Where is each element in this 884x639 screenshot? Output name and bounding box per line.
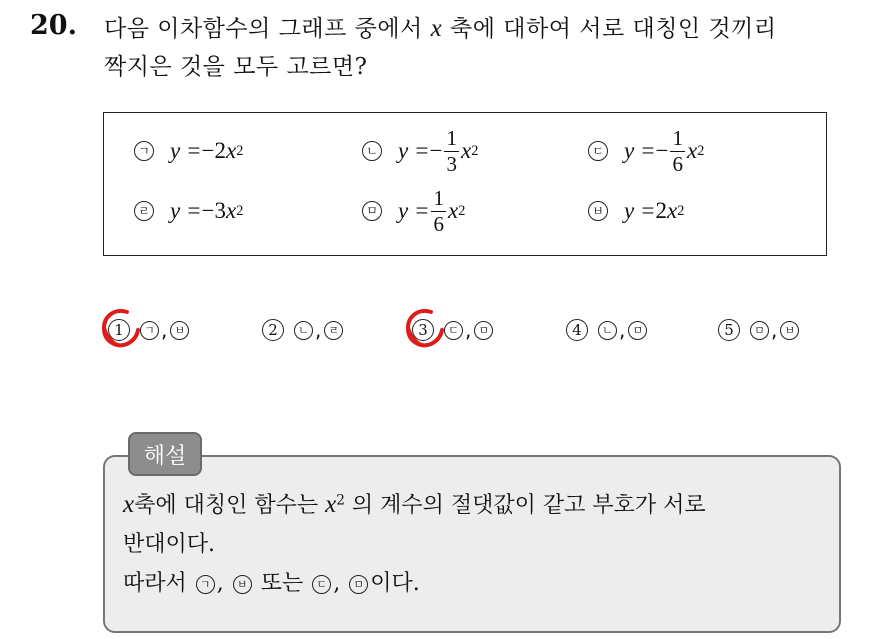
choice-number <box>108 319 130 341</box>
option-lhs: y = <box>170 198 202 223</box>
solution-line2: 반대이다. <box>123 532 216 557</box>
option-fraction <box>670 125 685 176</box>
question-text <box>104 10 874 86</box>
answer-choices <box>0 318 884 358</box>
solution-line3-a: 따라서 <box>123 571 194 596</box>
option-expression: y = 2 x 2 <box>624 198 685 223</box>
choice-comma: , <box>771 318 778 342</box>
choice-mark-b: ㅂ <box>780 321 799 340</box>
solution-line1-a: 축에 대칭인 함수는 <box>134 493 326 518</box>
choice-comma: , <box>619 318 626 342</box>
fraction-denominator: 6 <box>433 211 444 236</box>
choice-number-label: 2 <box>268 321 278 339</box>
option-expression: y = − $\frac{1}{3}$ x 2 <box>398 125 479 176</box>
option-lhs: y = <box>624 138 656 163</box>
choice-5[interactable] <box>718 318 799 342</box>
option-expression: y = $\frac{1}{6}$ x 2 <box>398 185 466 236</box>
option-var: x <box>686 138 698 163</box>
red-circle-mark-icon <box>401 306 449 352</box>
option-lhs: y = <box>398 198 430 223</box>
choice-number-label: 3 <box>418 321 428 339</box>
option-coef: − <box>655 138 669 163</box>
fraction-denominator: 3 <box>446 151 457 176</box>
choice-number <box>262 319 284 341</box>
choice-number-label: 4 <box>572 321 582 339</box>
option-var: x <box>225 198 237 223</box>
question-number: 20. <box>30 10 77 41</box>
choice-comma: , <box>315 318 322 342</box>
choice-number <box>412 319 434 341</box>
option-coef: −2 <box>201 138 226 163</box>
fraction-numerator: 1 <box>433 185 444 210</box>
question-line1-a: 다음 이차함수의 그래프 중에서 <box>104 16 431 42</box>
solution-line3-b: 또는 <box>253 571 311 596</box>
choice-number <box>566 319 588 341</box>
option-expression: y = − $\frac{1}{6}$ x 2 <box>624 125 705 176</box>
solution-var-x2: x <box>325 491 337 518</box>
option-mark: ㄱ <box>134 141 154 161</box>
option-coef: −3 <box>201 198 226 223</box>
question-line2: 짝지은 것을 모두 고르면? <box>104 54 368 80</box>
question-var-x: x <box>430 15 443 42</box>
red-circle-mark-icon <box>97 306 145 352</box>
choice-mark-b: ㅁ <box>628 321 647 340</box>
option-item <box>588 191 684 231</box>
option-coef: − <box>429 138 443 163</box>
solution-line3-c: 이다. <box>370 571 420 596</box>
option-mark: ㄹ <box>134 201 154 221</box>
choice-mark-b: ㅁ <box>474 321 493 340</box>
option-expression: y = −2 x 2 <box>170 138 244 163</box>
solution-panel <box>103 455 841 633</box>
solution-mark-1: ㄱ <box>196 575 215 594</box>
solution-badge: 해설 <box>128 432 202 476</box>
option-var: x <box>460 138 472 163</box>
option-item <box>134 191 243 231</box>
choice-mark-a: ㄴ <box>598 321 617 340</box>
choice-1[interactable] <box>108 318 189 342</box>
choice-4[interactable] <box>566 318 647 342</box>
choice-mark-b: ㅂ <box>170 321 189 340</box>
choice-mark-b: ㄹ <box>324 321 343 340</box>
choice-number-label: 5 <box>724 321 734 339</box>
option-var: x <box>225 138 237 163</box>
option-coef: 2 <box>655 198 667 223</box>
option-item <box>362 185 466 236</box>
choice-mark-a: ㅁ <box>750 321 769 340</box>
choice-mark-a: ㄱ <box>140 321 159 340</box>
choice-comma: , <box>161 318 168 342</box>
option-item <box>362 125 479 176</box>
fraction-denominator: 6 <box>672 151 683 176</box>
solution-mark-3: ㄷ <box>312 575 331 594</box>
option-lhs: y = <box>170 138 202 163</box>
solution-line1-b: 의 계수의 절댓값이 같고 부호가 서로 <box>344 493 706 518</box>
solution-text: x축에 대칭인 함수는 $x^2$ 의 계수의 절댓값이 같고 부호가 서로 반대이다. 따라서 ㄱ , ㅂ 또는 ㄷ , ㅁ 이다. <box>123 485 828 603</box>
option-item <box>134 131 243 171</box>
solution-var-x: x <box>123 491 135 518</box>
option-fraction <box>444 125 459 176</box>
option-expression: y = −3 x 2 <box>170 198 244 223</box>
choice-number-label: 1 <box>114 321 124 339</box>
option-lhs: y = <box>624 198 656 223</box>
solution-exp: 2 <box>336 492 345 509</box>
fraction-numerator: 1 <box>672 125 683 150</box>
question-line1-b: 축에 대하여 서로 대칭인 것끼리 <box>442 16 777 42</box>
option-mark: ㄷ <box>588 141 608 161</box>
choice-mark-a: ㄷ <box>444 321 463 340</box>
option-var: x <box>666 198 678 223</box>
choice-3[interactable] <box>412 318 493 342</box>
solution-mark-4: ㅁ <box>349 575 368 594</box>
choice-2[interactable] <box>262 318 343 342</box>
options-box <box>103 112 827 256</box>
option-item <box>588 125 705 176</box>
option-mark: ㅂ <box>588 201 608 221</box>
option-lhs: y = <box>398 138 430 163</box>
option-mark: ㅁ <box>362 201 382 221</box>
option-mark: ㄴ <box>362 141 382 161</box>
choice-number <box>718 319 740 341</box>
choice-mark-a: ㄴ <box>294 321 313 340</box>
choice-comma: , <box>465 318 472 342</box>
solution-mark-2: ㅂ <box>233 575 252 594</box>
option-fraction <box>431 185 446 236</box>
option-var: x <box>447 198 459 223</box>
fraction-numerator: 1 <box>446 125 457 150</box>
